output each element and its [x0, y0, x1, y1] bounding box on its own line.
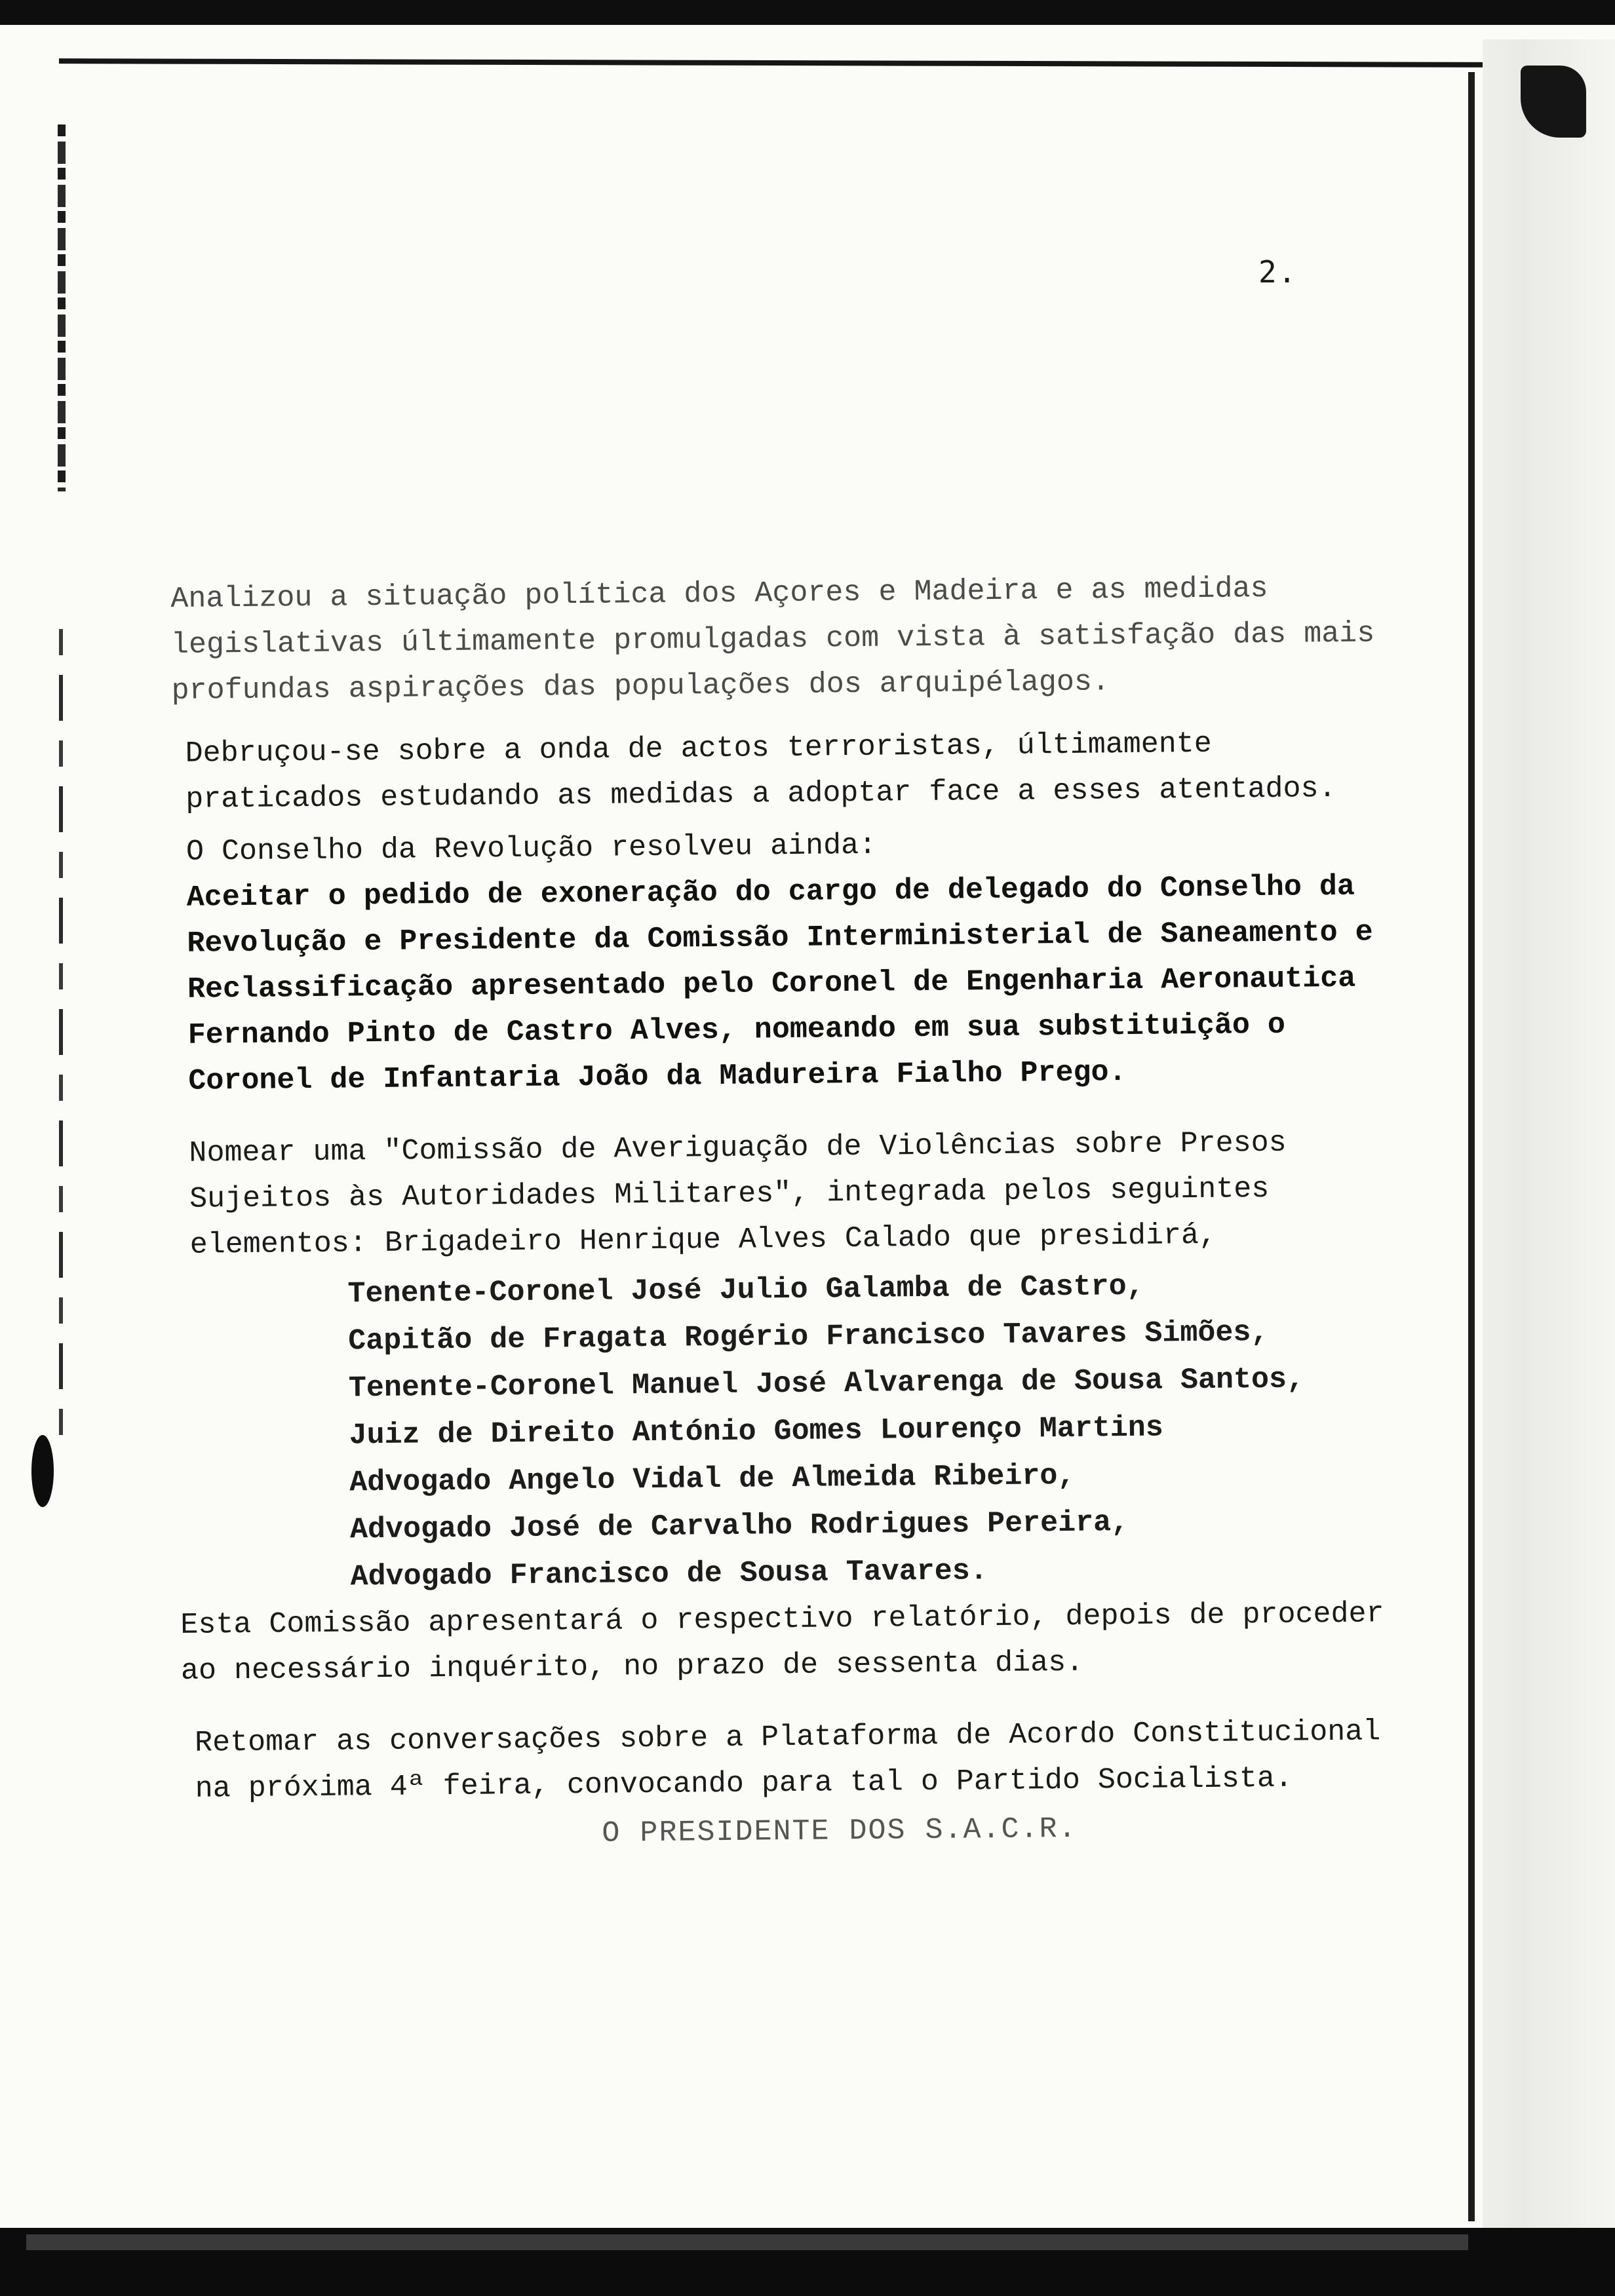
- list-item: Advogado José de Carvalho Rodrigues Pereira,: [349, 1506, 1129, 1547]
- paragraph-terrorist-acts: Debruçou-se sobre a onda de actos terroristas, últimamente praticados estudando as medidas a adoptar face a esses atentados.: [185, 727, 1336, 816]
- scan-left-edge: [58, 124, 66, 491]
- list-item: Tenente-Coronel Manuel José Alvarenga de Sousa Santos,: [348, 1362, 1305, 1406]
- commission-members-list: [177, 1261, 1412, 1603]
- scan-bottom-strip: [26, 2234, 1468, 2250]
- paragraph-commission: Nomear uma "Comissão de Averiguação de Violências sobre Presos Sujeitos às Autoridades Militares", integrada pelos seguintes elementos: Brigadeiro Henrique Alves Calado que presidirá,: [189, 1126, 1304, 1262]
- scan-top-border: [0, 0, 1615, 25]
- paragraph-political-situation: Analizou a situação política dos Açores e Madeira e as medidas legislativas últimamente promulgadas com vista à satisfação das mais profundas aspirações das populações dos arquipélagos.: [170, 571, 1393, 708]
- scan-right-shadow: [1483, 39, 1615, 2241]
- list-item: Juiz de Direito António Gomes Lourenço Martins: [349, 1411, 1163, 1453]
- list-item: Advogado Angelo Vidal de Almeida Ribeiro,: [349, 1459, 1076, 1500]
- list-item: Tenente-Coronel José Julio Galamba de Castro,: [347, 1269, 1144, 1311]
- list-item: Advogado Francisco de Sousa Tavares.: [350, 1554, 988, 1594]
- paragraph-constitutional-platform: Retomar as conversações sobre a Plataforma de Acordo Constitucional na próxima 4ª feira, convocando para tal o Partido Socialista.: [194, 1715, 1399, 1806]
- scan-right-edge: [1468, 72, 1475, 2221]
- list-item: Capitão de Fragata Rogério Francisco Tavares Simões,: [347, 1315, 1269, 1358]
- document-body: [170, 565, 1415, 1861]
- top-rule: [59, 58, 1488, 67]
- paragraph-council-resolved: O Conselho da Revolução resolveu ainda:: [185, 828, 877, 869]
- signature-line: O PRESIDENTE DOS S.A.C.R.: [602, 1812, 1078, 1850]
- paragraph-resignation: Aceitar o pedido de exoneração do cargo de delegado do Conselho da Revolução e Presidente da Comissão Interministerial de Saneamento e Reclassificação apresentado pelo Coronel de Engenharia Aeronautica Fernando Pinto de Castro Alves, nomeando em sua substituição o Coronel de Infantaria João da Madureira Fialho Prego.: [186, 870, 1391, 1098]
- scan-left-edge-lower: [59, 629, 63, 1448]
- punch-hole: [31, 1435, 54, 1507]
- page-number: 2.: [1258, 254, 1298, 290]
- paragraph-report-deadline: Esta Comissão apresentará o respectivo relatório, depois de proceder ao necessário inquérito, no prazo de sessenta dias.: [180, 1597, 1402, 1688]
